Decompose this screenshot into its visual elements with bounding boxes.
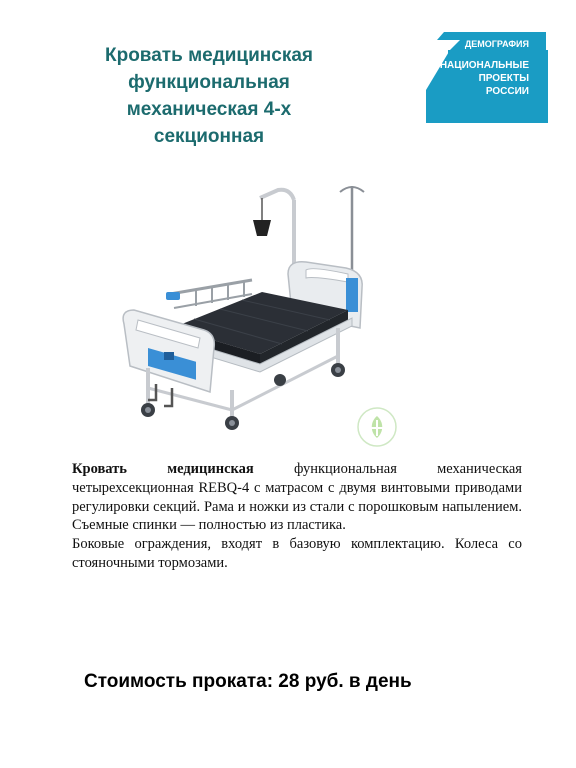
- logo-line: ПРОЕКТЫ: [478, 73, 529, 84]
- hospital-bed-image: [112, 178, 378, 434]
- logo-line: РОССИИ: [485, 86, 529, 97]
- page-title: [80, 42, 338, 150]
- logo-graphic: [426, 30, 548, 125]
- title-line: секционная: [153, 126, 265, 147]
- title-line: функциональная: [128, 72, 290, 93]
- watermark-badge-icon: [356, 406, 398, 448]
- logo-topline: ДЕМОГРАФИЯ: [464, 39, 529, 49]
- description-bold-lead: Кровать медицинская: [72, 461, 254, 477]
- description-text: функциональная механическая четырехсекционная REBQ-4 с матрасом с двумя винтовыми приводами регулировки секций. Рама и ножки из стали с порошковым напылением. Съемные спинки — полностью из пластика.: [72, 461, 522, 534]
- description-paragraph: [72, 460, 522, 535]
- hospital-bed-illustration: [112, 178, 378, 434]
- description-paragraph: Боковые ограждения, входят в базовую комплектацию. Колеса со стояночными тормозами.: [72, 536, 522, 571]
- title-line: Кровать медицинская: [105, 45, 313, 66]
- title-line: механическая 4-х: [126, 99, 292, 120]
- national-projects-logo: [426, 30, 548, 125]
- rental-price: Стоимость проката: 28 руб. в день: [84, 671, 412, 692]
- logo-line: НАЦИОНАЛЬНЫЕ: [439, 60, 529, 71]
- product-description: [72, 460, 522, 573]
